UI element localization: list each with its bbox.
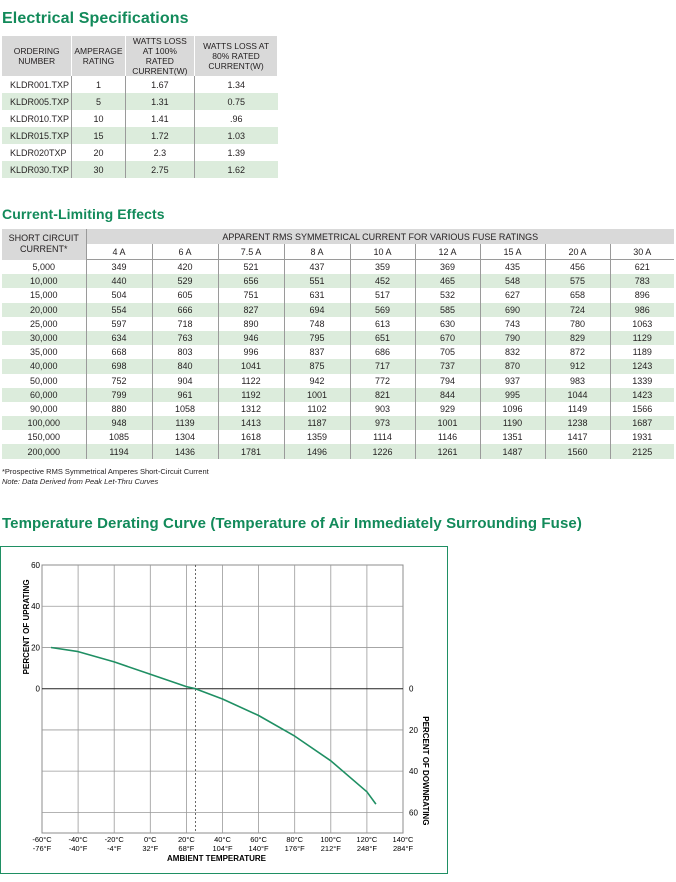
- cell-apparent-current: 1044: [545, 388, 610, 402]
- cell-apparent-current: 1238: [545, 416, 610, 430]
- table-row: [2, 288, 674, 302]
- cell-short-circuit-current: 90,000: [2, 402, 86, 416]
- header-fuse-rating: 7.5 A: [218, 244, 284, 260]
- cell-apparent-current: 743: [480, 317, 545, 331]
- cell-short-circuit-current: 50,000: [2, 374, 86, 388]
- cell-apparent-current: 1192: [218, 388, 284, 402]
- x-tick-label-celsius: 20°C: [178, 835, 195, 844]
- cell-watts-loss-100: 2.3: [125, 144, 195, 161]
- cell-apparent-current: 369: [415, 260, 480, 275]
- footnote: *Prospective RMS Symmetrical Amperes Short-Circuit Current: [2, 467, 209, 476]
- cell-apparent-current: 1226: [350, 444, 415, 458]
- cell-ordering-number: KLDR030.TXP: [2, 161, 72, 178]
- cell-short-circuit-current: 30,000: [2, 331, 86, 345]
- x-tick-label-celsius: 80°C: [286, 835, 304, 844]
- cell-apparent-current: 1139: [152, 416, 218, 430]
- table-row: [2, 444, 674, 458]
- cell-short-circuit-current: 20,000: [2, 303, 86, 317]
- data-note: Note: Data Derived from Peak Let-Thru Curves: [2, 477, 159, 486]
- cell-ordering-number: KLDR020TXP: [2, 144, 72, 161]
- cell-apparent-current: 1618: [218, 430, 284, 444]
- cell-apparent-current: 1189: [632, 347, 652, 358]
- electrical-specifications-table: [2, 36, 278, 178]
- x-tick-label-celsius: 140°C: [392, 835, 414, 844]
- cell-apparent-current: 630: [415, 317, 480, 331]
- cell-apparent-current: 751: [218, 288, 284, 302]
- cell-apparent-current: 690: [480, 303, 545, 317]
- cell-apparent-current: 517: [350, 288, 415, 302]
- table-row: [2, 430, 674, 444]
- cell-apparent-current: 1194: [86, 444, 152, 458]
- cell-apparent-current: 844: [415, 388, 480, 402]
- cell-apparent-current: 1487: [480, 444, 545, 458]
- cell-apparent-current: 795: [284, 331, 350, 345]
- cell-apparent-current: 717: [350, 359, 415, 373]
- y-tick-label-left: 40: [31, 602, 40, 612]
- cell-apparent-current: 575: [545, 274, 610, 288]
- cell-apparent-current: 1041: [218, 359, 284, 373]
- cell-apparent-current: 634: [86, 331, 152, 345]
- cell-apparent-current: 1359: [284, 430, 350, 444]
- cell-apparent-current: 752: [86, 374, 152, 388]
- cell-amperage-rating: 10: [72, 110, 125, 127]
- cell-apparent-current: 832: [480, 345, 545, 359]
- cell-apparent-current: 995: [480, 388, 545, 402]
- cell-apparent-current: 1304: [152, 430, 218, 444]
- table-row: [2, 402, 674, 416]
- x-tick-label-celsius: -20°C: [104, 835, 124, 844]
- cell-apparent-current: 504: [86, 288, 152, 302]
- y-tick-label-left: 60: [31, 561, 40, 570]
- table-row: [2, 110, 278, 127]
- header-fuse-rating: 10 A: [350, 244, 415, 260]
- table-row: [2, 260, 674, 275]
- x-tick-label-fahrenheit: 248°F: [356, 844, 377, 853]
- cell-amperage-rating: 20: [72, 144, 125, 161]
- cell-apparent-current: 870: [480, 359, 545, 373]
- cell-apparent-current: 827: [218, 303, 284, 317]
- cell-apparent-current: 840: [152, 359, 218, 373]
- x-tick-label-celsius: 60°C: [250, 835, 267, 844]
- table-row: [2, 127, 278, 144]
- cell-watts-loss-100: 2.75: [125, 161, 195, 178]
- cell-apparent-current: 1190: [480, 416, 545, 430]
- cell-apparent-current: 937: [480, 374, 545, 388]
- cell-short-circuit-current: 60,000: [2, 388, 86, 402]
- header-fuse-rating: 20 A: [545, 244, 610, 260]
- table-row: [2, 359, 674, 373]
- table-row: [2, 93, 278, 110]
- cell-apparent-current: 349: [86, 260, 152, 275]
- cell-short-circuit-current: 25,000: [2, 317, 86, 331]
- cell-apparent-current: 1149: [545, 402, 610, 416]
- header-fuse-rating: 4 A: [86, 244, 152, 260]
- x-tick-label-fahrenheit: 68°F: [178, 844, 195, 853]
- cell-apparent-current: 651: [350, 331, 415, 345]
- cell-ordering-number: KLDR010.TXP: [2, 110, 72, 127]
- cell-apparent-current: 686: [350, 345, 415, 359]
- cell-apparent-current: 837: [284, 345, 350, 359]
- header-watts-loss-80: WATTS LOSS AT 80% RATED CURRENT(W): [195, 36, 278, 76]
- y-tick-label-left: 20: [31, 643, 40, 653]
- cell-apparent-current: 621: [634, 262, 650, 273]
- cell-apparent-current: 465: [415, 274, 480, 288]
- cell-watts-loss-80: 1.62: [195, 161, 278, 178]
- table-row: [2, 388, 674, 402]
- cell-apparent-current: 1312: [218, 402, 284, 416]
- cell-amperage-rating: 5: [72, 93, 125, 110]
- x-tick-label-celsius: -60°C: [32, 835, 52, 844]
- header-short-circuit-current: SHORT CIRCUIT CURRENT*: [2, 229, 86, 260]
- cell-apparent-current: 585: [415, 303, 480, 317]
- cell-watts-loss-100: 1.41: [125, 110, 195, 127]
- cell-apparent-current: 903: [350, 402, 415, 416]
- cell-apparent-current: 1423: [610, 388, 674, 402]
- cell-apparent-current: 986: [610, 303, 674, 317]
- derating-chart: [0, 545, 450, 875]
- cell-apparent-current: 1146: [415, 430, 480, 444]
- cell-apparent-current: 829: [545, 331, 610, 345]
- cell-apparent-current: 946: [218, 331, 284, 345]
- cell-apparent-current: 440: [86, 274, 152, 288]
- cell-apparent-current: 996: [218, 345, 284, 359]
- table-row: [2, 274, 674, 288]
- cell-apparent-current: 772: [350, 374, 415, 388]
- x-tick-label-fahrenheit: -40°F: [68, 844, 88, 853]
- x-tick-label-fahrenheit: -4°F: [107, 844, 122, 853]
- cell-apparent-current: 670: [415, 331, 480, 345]
- current-limiting-title: Current-Limiting Effects: [2, 206, 165, 222]
- cell-apparent-current: 821: [350, 388, 415, 402]
- cell-apparent-current: 1436: [152, 444, 218, 458]
- cell-watts-loss-100: 1.72: [125, 127, 195, 144]
- x-tick-label-celsius: 100°C: [320, 835, 342, 844]
- cell-apparent-current: 631: [284, 288, 350, 302]
- cell-short-circuit-current: 10,000: [2, 274, 86, 288]
- table-row: [2, 144, 278, 161]
- header-fuse-rating: 12 A: [415, 244, 480, 260]
- x-tick-label-fahrenheit: 104°F: [212, 844, 233, 853]
- cell-watts-loss-100: 1.67: [125, 76, 195, 93]
- cell-apparent-current: 799: [86, 388, 152, 402]
- cell-apparent-current: 529: [152, 274, 218, 288]
- cell-apparent-current: 666: [152, 303, 218, 317]
- cell-apparent-current: 872: [545, 345, 610, 359]
- header-ordering-number: ORDERING NUMBER: [2, 36, 72, 76]
- cell-ordering-number: KLDR001.TXP: [2, 76, 72, 93]
- cell-apparent-current: 948: [86, 416, 152, 430]
- x-tick-label-fahrenheit: 212°F: [320, 844, 341, 853]
- x-tick-label-celsius: 0°C: [144, 835, 157, 844]
- y-axis-label-downrating: PERCENT OF DOWNRATING: [421, 716, 430, 826]
- cell-apparent-current: 1085: [86, 430, 152, 444]
- cell-short-circuit-current: 5,000: [2, 260, 86, 275]
- table-row: [2, 374, 674, 388]
- cell-apparent-current: 1114: [350, 430, 415, 444]
- cell-apparent-current: 790: [480, 331, 545, 345]
- cell-amperage-rating: 15: [72, 127, 125, 144]
- cell-apparent-current: 437: [284, 260, 350, 275]
- cell-apparent-current: 942: [284, 374, 350, 388]
- header-watts-loss-100: WATTS LOSS AT 100% RATED CURRENT(W): [125, 36, 195, 76]
- cell-apparent-current: 1566: [632, 403, 653, 414]
- x-tick-label-celsius: 120°C: [356, 835, 378, 844]
- cell-apparent-current: 452: [350, 274, 415, 288]
- cell-apparent-current: 668: [86, 345, 152, 359]
- cell-apparent-current: 420: [152, 260, 218, 275]
- cell-short-circuit-current: 200,000: [2, 444, 86, 458]
- cell-apparent-current: 973: [350, 416, 415, 430]
- cell-apparent-current: 694: [284, 303, 350, 317]
- cell-short-circuit-current: 15,000: [2, 288, 86, 302]
- cell-amperage-rating: 1: [72, 76, 125, 93]
- cell-apparent-current: 597: [86, 317, 152, 331]
- header-fuse-rating: 30 A: [610, 244, 674, 260]
- cell-apparent-current: 1261: [415, 444, 480, 458]
- cell-apparent-current: 763: [152, 331, 218, 345]
- x-tick-label-fahrenheit: 32°F: [142, 844, 159, 853]
- cell-apparent-current: 1129: [610, 331, 674, 345]
- cell-apparent-current: 1058: [152, 402, 218, 416]
- cell-amperage-rating: 30: [72, 161, 125, 178]
- table-row: [2, 303, 674, 317]
- cell-short-circuit-current: 40,000: [2, 359, 86, 373]
- cell-apparent-current: 532: [415, 288, 480, 302]
- cell-apparent-current: 521: [218, 260, 284, 275]
- cell-watts-loss-80: 1.03: [195, 127, 278, 144]
- cell-apparent-current: 1417: [545, 430, 610, 444]
- cell-apparent-current: 2125: [610, 444, 674, 458]
- cell-apparent-current: 1339: [632, 375, 653, 386]
- cell-apparent-current: 359: [350, 260, 415, 275]
- cell-apparent-current: 748: [284, 317, 350, 331]
- cell-apparent-current: 724: [545, 303, 610, 317]
- y-tick-label-right: 60: [409, 808, 418, 818]
- cell-short-circuit-current: 150,000: [2, 430, 86, 444]
- x-tick-label-celsius: -40°C: [68, 835, 88, 844]
- cell-apparent-current: 1413: [218, 416, 284, 430]
- cell-apparent-current: 548: [480, 274, 545, 288]
- cell-apparent-current: 875: [284, 359, 350, 373]
- cell-apparent-current: 1096: [480, 402, 545, 416]
- header-fuse-rating: 8 A: [284, 244, 350, 260]
- cell-apparent-current: 551: [284, 274, 350, 288]
- cell-apparent-current: 1001: [415, 416, 480, 430]
- cell-apparent-current: 456: [545, 260, 610, 275]
- cell-apparent-current: 613: [350, 317, 415, 331]
- table-row: [2, 76, 278, 93]
- cell-apparent-current: 1781: [218, 444, 284, 458]
- table-row: [2, 317, 674, 331]
- cell-apparent-current: 890: [218, 317, 284, 331]
- header-fuse-rating: 6 A: [152, 244, 218, 260]
- cell-apparent-current: 1001: [284, 388, 350, 402]
- cell-watts-loss-80: 1.39: [227, 147, 246, 158]
- x-tick-label-fahrenheit: 140°F: [248, 844, 269, 853]
- cell-apparent-current: 569: [350, 303, 415, 317]
- cell-apparent-current: 1243: [610, 359, 674, 373]
- header-amperage-rating: AMPERAGE RATING: [72, 36, 125, 76]
- cell-apparent-current: 780: [545, 317, 610, 331]
- y-tick-label-left: 0: [35, 684, 40, 694]
- cell-short-circuit-current: 35,000: [2, 345, 86, 359]
- cell-apparent-current: 783: [610, 274, 674, 288]
- cell-apparent-current: 904: [152, 374, 218, 388]
- cell-apparent-current: 658: [545, 288, 610, 302]
- cell-apparent-current: 605: [152, 288, 218, 302]
- cell-watts-loss-100: 1.31: [125, 93, 195, 110]
- cell-apparent-current: 737: [415, 359, 480, 373]
- cell-apparent-current: 803: [152, 345, 218, 359]
- cell-apparent-current: 554: [86, 303, 152, 317]
- electrical-specifications-title: Electrical Specifications: [2, 10, 189, 27]
- cell-apparent-current: 961: [152, 388, 218, 402]
- cell-apparent-current: 1687: [610, 416, 674, 430]
- current-limiting-table: [2, 229, 674, 459]
- cell-apparent-current: 794: [415, 374, 480, 388]
- cell-apparent-current: 627: [480, 288, 545, 302]
- y-tick-label-right: 20: [409, 725, 418, 735]
- cell-apparent-current: 698: [86, 359, 152, 373]
- x-tick-label-fahrenheit: 176°F: [284, 844, 305, 853]
- cell-apparent-current: 1931: [632, 432, 653, 443]
- header-apparent-rms: APPARENT RMS SYMMETRICAL CURRENT FOR VARIOUS FUSE RATINGS: [86, 229, 674, 244]
- cell-apparent-current: 1063: [632, 318, 653, 329]
- cell-apparent-current: 983: [545, 374, 610, 388]
- cell-apparent-current: 656: [218, 274, 284, 288]
- cell-watts-loss-80: 1.34: [227, 79, 246, 90]
- cell-apparent-current: 896: [634, 290, 650, 301]
- cell-apparent-current: 1122: [218, 374, 284, 388]
- table-row: [2, 345, 674, 359]
- y-axis-label-uprating: PERCENT OF UPRATING: [22, 579, 31, 675]
- cell-apparent-current: 1351: [480, 430, 545, 444]
- y-tick-label-right: 40: [409, 767, 418, 777]
- cell-apparent-current: 435: [480, 260, 545, 275]
- x-axis-label: AMBIENT TEMPERATURE: [167, 854, 266, 863]
- x-tick-label-fahrenheit: 284°F: [392, 844, 414, 853]
- cell-apparent-current: 1496: [284, 444, 350, 458]
- cell-apparent-current: 705: [415, 345, 480, 359]
- cell-apparent-current: 929: [415, 402, 480, 416]
- table-row: [2, 331, 674, 345]
- cell-ordering-number: KLDR005.TXP: [2, 93, 72, 110]
- cell-apparent-current: 718: [152, 317, 218, 331]
- y-tick-label-right: 0: [409, 684, 414, 694]
- table-row: [2, 416, 674, 430]
- cell-apparent-current: 880: [86, 402, 152, 416]
- cell-watts-loss-80: 0.75: [195, 93, 278, 110]
- cell-watts-loss-80: .96: [230, 113, 243, 124]
- derating-title: Temperature Derating Curve (Temperature of Air Immediately Surrounding Fuse): [2, 515, 582, 532]
- cell-apparent-current: 1187: [284, 416, 350, 430]
- cell-apparent-current: 912: [545, 359, 610, 373]
- x-tick-label-fahrenheit: -76°F: [32, 844, 52, 853]
- cell-apparent-current: 1560: [545, 444, 610, 458]
- cell-short-circuit-current: 100,000: [2, 416, 86, 430]
- table-row: [2, 161, 278, 178]
- cell-apparent-current: 1102: [284, 402, 350, 416]
- cell-ordering-number: KLDR015.TXP: [2, 127, 72, 144]
- x-tick-label-celsius: 40°C: [214, 835, 231, 844]
- header-fuse-rating: 15 A: [480, 244, 545, 260]
